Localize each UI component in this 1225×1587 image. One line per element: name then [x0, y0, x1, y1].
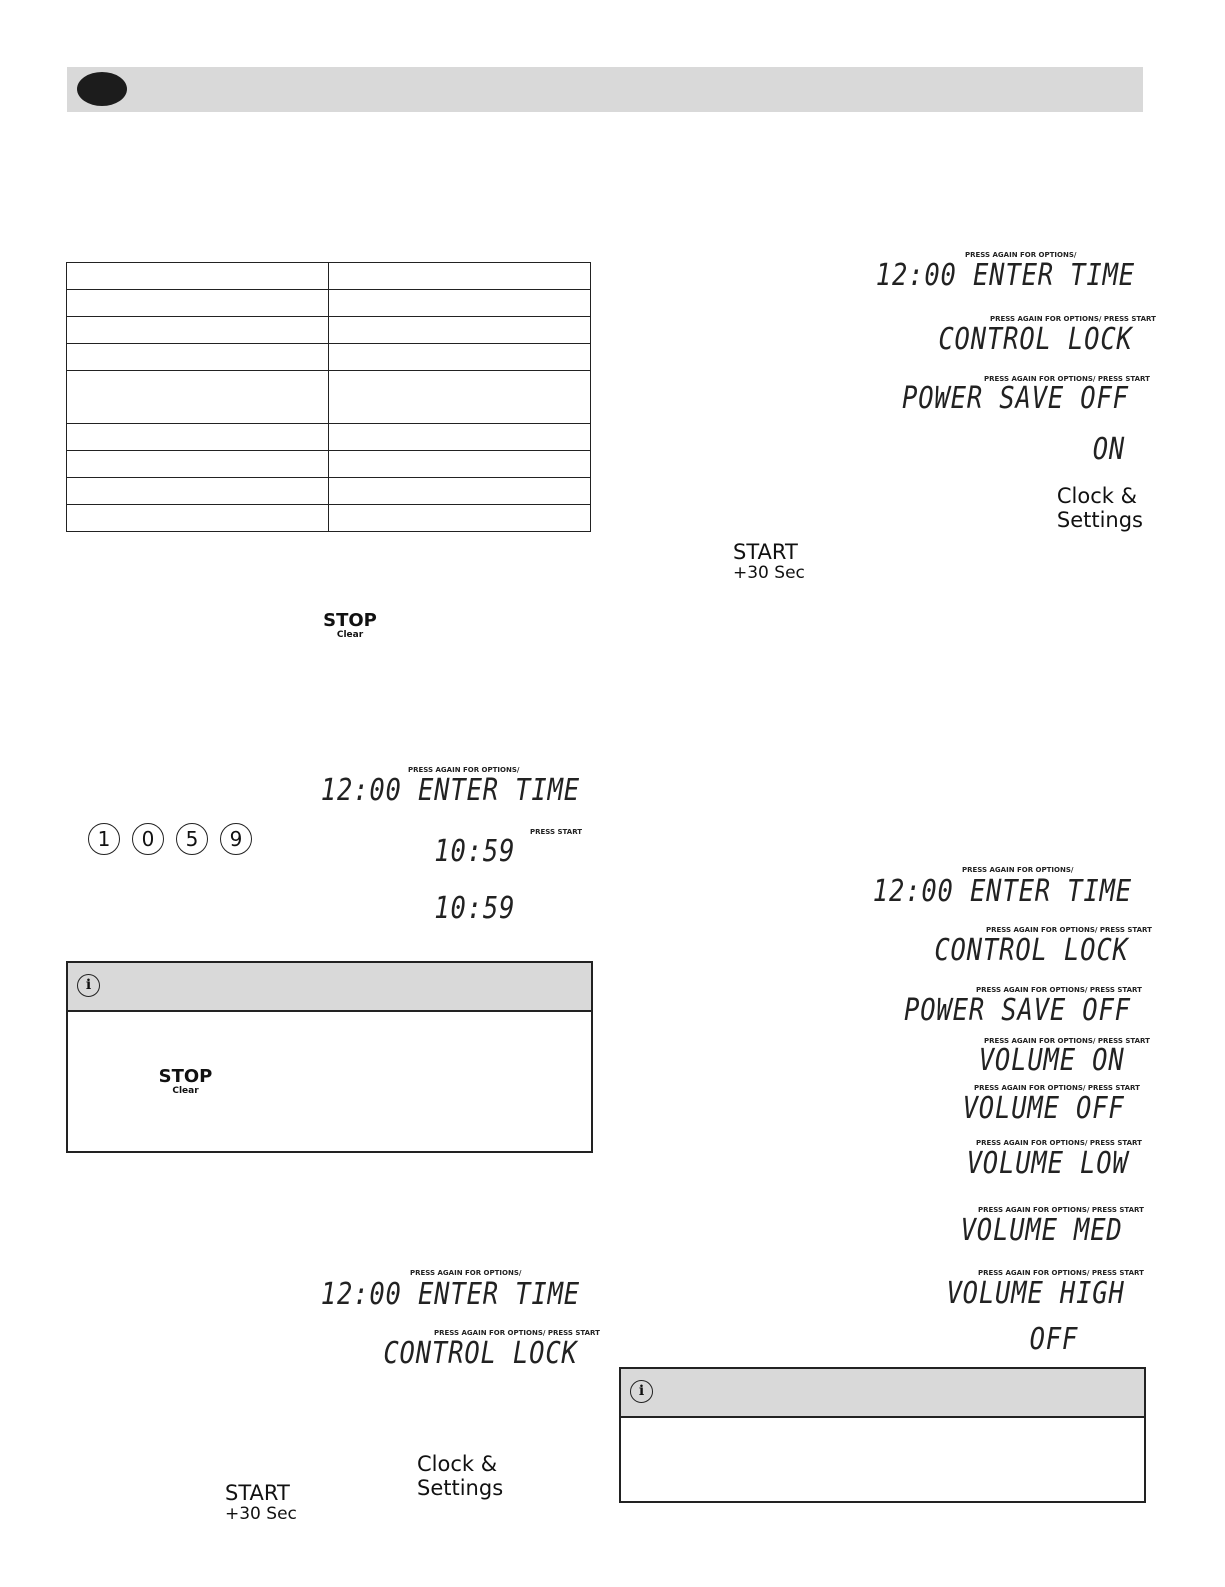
info-icon: i: [77, 974, 100, 997]
table-row: [67, 451, 591, 478]
display-line: CONTROL LOCK: [383, 1336, 578, 1371]
info-icon: i: [630, 1380, 653, 1403]
start-button-label: START: [733, 540, 798, 564]
display-line: VOLUME LOW: [966, 1146, 1129, 1181]
clock-settings-line2: Settings: [1056, 508, 1143, 532]
stop-button-sub: Clear: [172, 1086, 199, 1096]
note-box: [66, 961, 593, 1153]
display-line: 12:00 ENTER TIME: [872, 874, 1132, 909]
display-hint: PRESS AGAIN FOR OPTIONS/: [410, 1269, 522, 1277]
display-line: 12:00 ENTER TIME: [320, 1277, 580, 1312]
display-line: 12:00 ENTER TIME: [875, 258, 1135, 293]
display-line: 12:00 ENTER TIME: [320, 773, 580, 808]
display-line: 10:59: [433, 891, 515, 926]
start-button[interactable]: [733, 540, 805, 582]
start-button-sub: +30 Sec: [733, 563, 805, 583]
section-number-badge: [77, 72, 127, 106]
stop-button-label: STOP: [158, 1066, 213, 1087]
display-hint: PRESS AGAIN FOR OPTIONS/ PRESS START: [990, 315, 1156, 323]
display-line: VOLUME HIGH: [946, 1276, 1125, 1311]
display-hint: PRESS AGAIN FOR OPTIONS/: [408, 766, 520, 774]
table-row: [67, 317, 591, 344]
table-row: [67, 424, 591, 451]
display-hint: PRESS AGAIN FOR OPTIONS/ PRESS START: [978, 1206, 1144, 1214]
display-hint: PRESS AGAIN FOR OPTIONS/ PRESS START: [434, 1329, 600, 1337]
start-button-label: START: [225, 1481, 290, 1505]
start-button-sub: +30 Sec: [225, 1504, 297, 1524]
note-header: [621, 1369, 1144, 1418]
number-key-0[interactable]: 0: [132, 823, 164, 855]
display-hint: PRESS AGAIN FOR OPTIONS/ PRESS START: [984, 375, 1150, 383]
stop-button-sub: Clear: [336, 630, 364, 640]
start-button[interactable]: [225, 1481, 297, 1523]
display-line: VOLUME ON: [979, 1043, 1125, 1078]
clock-settings-line1: Clock &: [1056, 484, 1137, 508]
display-line: CONTROL LOCK: [934, 933, 1129, 968]
display-line: OFF: [1029, 1322, 1078, 1357]
display-line: CONTROL LOCK: [938, 322, 1133, 357]
section-header-bar: [67, 67, 1143, 112]
display-hint: PRESS AGAIN FOR OPTIONS/ PRESS START: [974, 1084, 1140, 1092]
table-row: [67, 344, 591, 371]
display-hint: PRESS START: [530, 828, 583, 836]
clock-settings-button[interactable]: [1057, 484, 1143, 532]
display-line: VOLUME MED: [960, 1213, 1123, 1248]
display-line: POWER SAVE OFF: [904, 993, 1131, 1028]
display-hint: PRESS AGAIN FOR OPTIONS/ PRESS START: [984, 1037, 1150, 1045]
display-hint: PRESS AGAIN FOR OPTIONS/ PRESS START: [976, 1139, 1142, 1147]
display-hint: PRESS AGAIN FOR OPTIONS/ PRESS START: [986, 926, 1152, 934]
table-row: [67, 290, 591, 317]
clock-settings-line1: Clock &: [417, 1452, 498, 1476]
table-row: [67, 263, 591, 290]
display-line: 10:59: [433, 834, 515, 869]
clock-settings-line2: Settings: [417, 1476, 504, 1500]
clock-settings-button[interactable]: [417, 1452, 503, 1500]
stop-button-label: STOP: [323, 610, 377, 631]
display-line: VOLUME OFF: [962, 1091, 1125, 1126]
display-hint: PRESS AGAIN FOR OPTIONS/ PRESS START: [978, 1269, 1144, 1277]
number-key-9[interactable]: 9: [220, 823, 252, 855]
spec-table: [66, 262, 591, 532]
display-hint: PRESS AGAIN FOR OPTIONS/ PRESS START: [976, 986, 1142, 994]
stop-clear-button[interactable]: [320, 612, 380, 640]
note-header: [68, 963, 591, 1012]
display-hint: PRESS AGAIN FOR OPTIONS/: [962, 866, 1074, 874]
display-line: POWER SAVE OFF: [902, 381, 1129, 416]
number-key-5[interactable]: 5: [176, 823, 208, 855]
display-line: ON: [1092, 432, 1125, 467]
display-hint: PRESS AGAIN FOR OPTIONS/: [965, 251, 1077, 259]
table-row: [67, 371, 591, 424]
stop-clear-button: [158, 1068, 213, 1096]
note-box: [619, 1367, 1146, 1503]
number-key-1[interactable]: 1: [88, 823, 120, 855]
table-row: [67, 505, 591, 532]
table-row: [67, 478, 591, 505]
